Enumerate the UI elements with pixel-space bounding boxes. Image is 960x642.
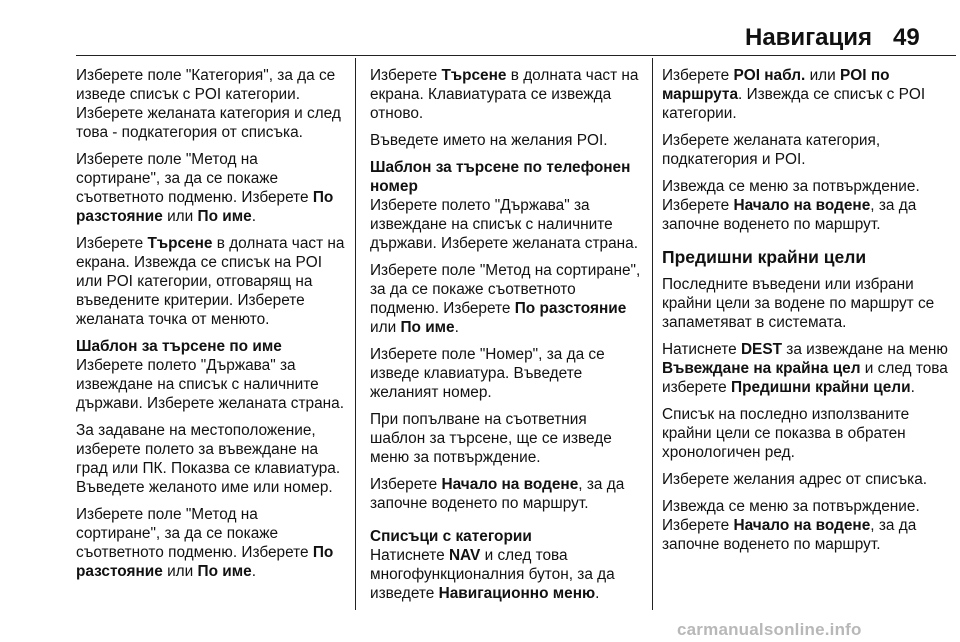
- paragraph: Изберете поле "Категория", за да се изведе списък с POI категории. Изберете желаната категория и след това - подкатегория от списъка.: [76, 67, 341, 141]
- page-header-title: Навигация: [745, 24, 873, 51]
- paragraph: Натиснете DEST за извеждане на меню Въвеждане на крайна цел и след това изберете Предишни крайни цели.: [662, 341, 948, 396]
- page-number: 49: [893, 24, 920, 51]
- paragraph: За задаване на местоположение, изберете полето за въвеждане на град или ПК. Показва се клавиатура. Въведете желаното име или номер.: [76, 422, 341, 496]
- paragraph: Изберете желаната категория, подкатегория и POI.: [662, 132, 881, 168]
- paragraph: Изберете POI набл. или POI по маршрута. Извежда се списък с POI категории.: [662, 67, 926, 122]
- column-2: [370, 66, 642, 611]
- paragraph: Натиснете NAV и след това многофункционалния бутон, за да изведете Навигационно меню.: [370, 547, 615, 602]
- paragraph: Последните въведени или избрани крайни цели за водене по маршрут се запаметяват в системата.: [662, 276, 935, 331]
- paragraph: Въведете името на желания POI.: [370, 132, 608, 149]
- subheading: Списъци с категории: [370, 528, 532, 545]
- column-3: [662, 66, 954, 562]
- paragraph: Изберете Търсене в долната част на екрана. Клавиатурата се извежда отново.: [370, 67, 639, 122]
- paragraph: Списък на последно използваните крайни цели се показва в обратен хронологичен ред.: [662, 406, 910, 461]
- header-rule: [76, 55, 956, 56]
- subheading: Шаблон за търсене по име: [76, 338, 282, 355]
- column-divider-2: [652, 58, 653, 610]
- paragraph: Изберете желания адрес от списъка.: [662, 471, 928, 488]
- paragraph: При попълване на съответния шаблон за търсене, ще се изведе меню за потвърждение.: [370, 411, 612, 466]
- column-1: [76, 66, 346, 589]
- paragraph: Изберете Начало на водене, за да започне воденето по маршрут.: [370, 476, 625, 512]
- paragraph: Изберете полето "Държава" за извеждане на списък с наличните държави. Изберете желаната страна.: [76, 357, 344, 412]
- paragraph: Извежда се меню за потвърждение. Изберете Начало на водене, за да започне воденето по маршрут.: [662, 178, 920, 233]
- paragraph: Изберете Търсене в долната част на екрана. Извежда се списък на POI или POI категории, отговарящ на въведените критерии. Изберете желаната точка от менюто.: [76, 235, 345, 328]
- paragraph: Изберете поле "Метод на сортиране", за да се покаже съответното подменю. Изберете По разстояние или По име.: [76, 151, 334, 225]
- column-divider-1: [355, 58, 356, 610]
- paragraph: Изберете поле "Метод на сортиране", за да се покаже съответното подменю. Изберете По разстояние или По име.: [76, 506, 334, 580]
- subheading: Шаблон за търсене по телефонен номер: [370, 159, 631, 195]
- paragraph: Изберете полето "Държава" за извеждане на списък с наличните държави. Изберете желаната страна.: [370, 197, 638, 252]
- paragraph: Изберете поле "Метод на сортиране", за да се покаже съответното подменю. Изберете По разстояние или По име.: [370, 262, 641, 336]
- paragraph: Изберете поле "Номер", за да се изведе клавиатура. Въведете желаният номер.: [370, 346, 605, 401]
- section-heading: Предишни крайни цели: [662, 247, 867, 267]
- paragraph: Извежда се меню за потвърждение. Изберете Начало на водене, за да започне воденето по маршрут.: [662, 498, 920, 553]
- watermark: carmanualsonline.info: [677, 620, 862, 639]
